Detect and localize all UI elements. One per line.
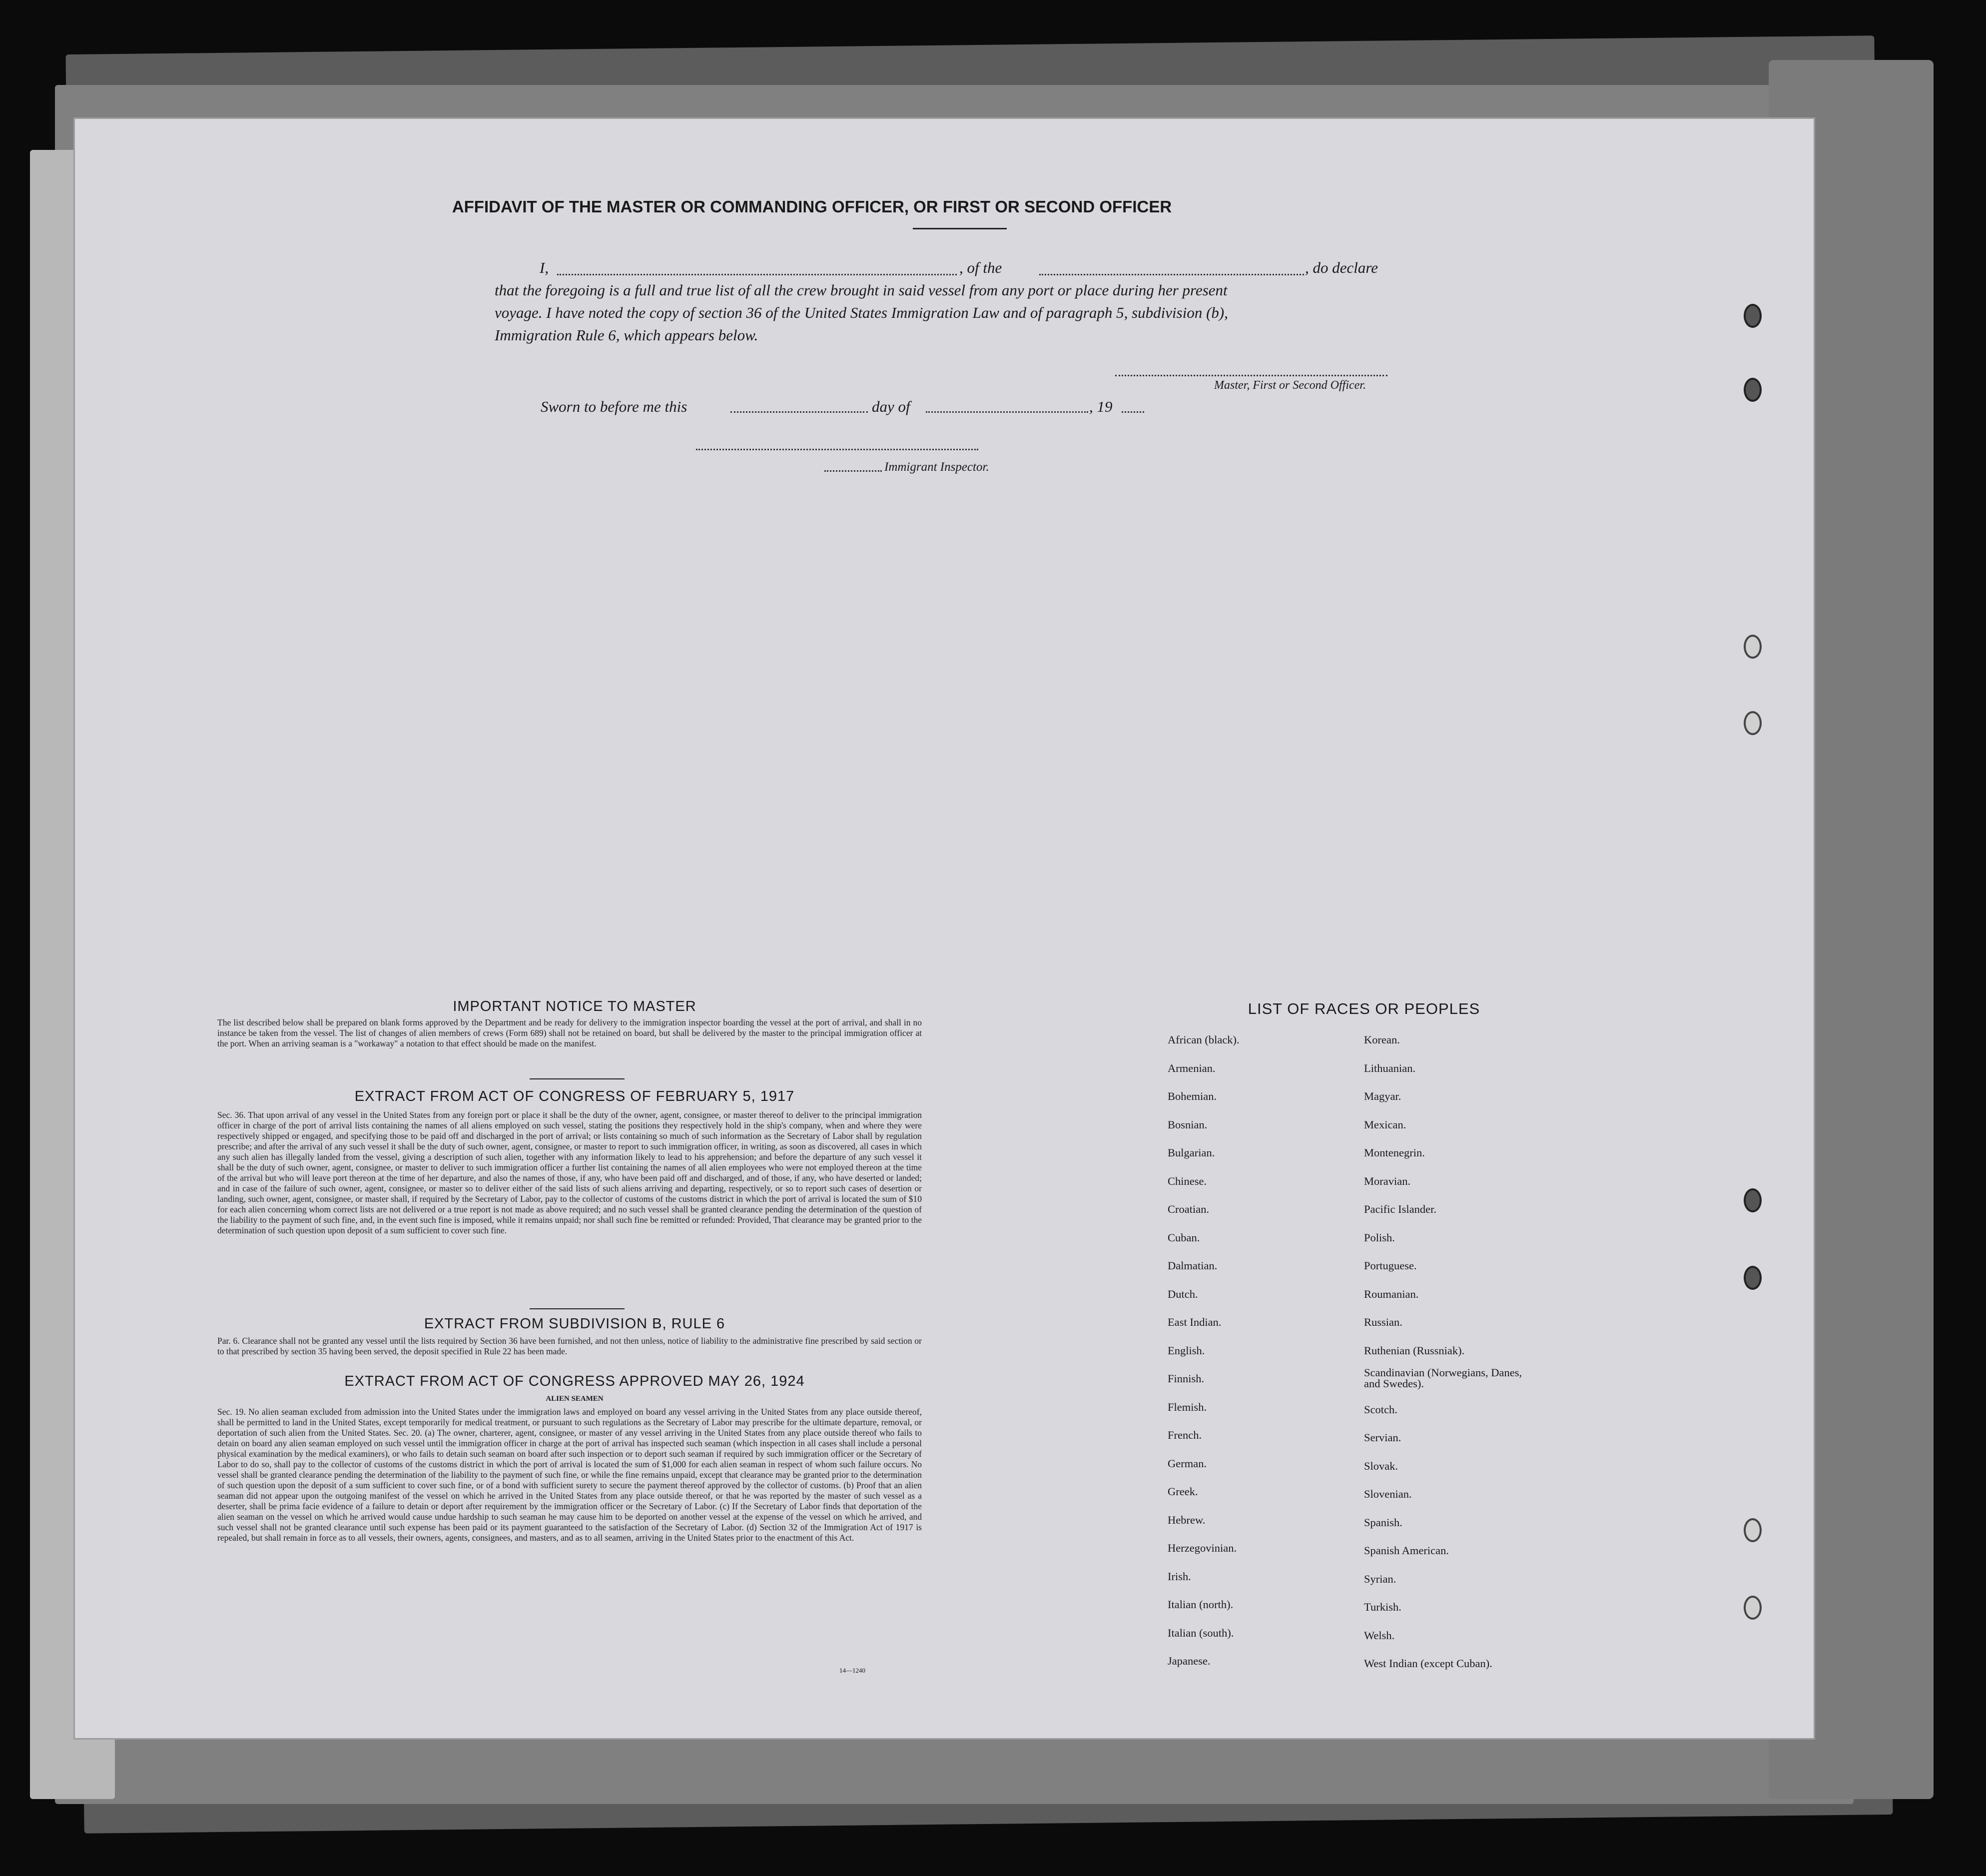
race-item: Irish. (1168, 1570, 1191, 1583)
extract-1924-subtitle: ALIEN SEAMEN (546, 1395, 604, 1403)
race-item: Croatian. (1168, 1203, 1210, 1215)
race-item: Korean. (1364, 1033, 1400, 1046)
races-left-column (1168, 1026, 1240, 1676)
extract-rule6-text: Par. 6. Clearance shall not be granted any vessel until the lists required by Section 36 have been furnished, and not then unless, notice of liability to the administrative fine prescribed by said section or to that prescribed by section 35 having been served, the deposit specified in Rule 22 has been made. (217, 1336, 922, 1356)
extract-1924-text: Sec. 19. No alien seaman excluded from admission into the United States under the immigration laws and employed on board any vessel arriving in the United States from any place outside thereof, shall be permitted to land in the United States, except temporarily for medical treatment, or pursuant to such regulations as the Secretary of Labor may prescribe for the ultimate departure, removal, or deportation of such alien from the United States. Sec. 20. (a) The owner, charterer, agent, consignee, or master of any vessel arriving in the United States from any place outside thereof who fails to detain on board any alien seaman employed on such vessel until the immigration officer in charge at the port of arrival has inspected such seaman (which inspection in all cases shall include a personal physical examination by the medical examiners), or who fails to detain such seaman on board after such inspection or to deport such seaman if required by such immigration officer or the Secretary of Labor to do so, shall pay to the collector of customs of the customs district in which the port of arrival is located the sum of $1,000 for each alien seaman in respect of whom such failure occurs. No vessel shall be granted clearance pending the determination of the liability to the payment of such fine, or while the fine remains unpaid, except that clearance may be granted prior to the determination of such question upon the deposit of a sum sufficient to cover such fine, or of a bond with sufficient surety to secure the payment thereof approved by the collector of customs. (b) Proof that an alien seaman did not appear upon the outgoing manifest of the vessel on which he arrived in the United States from any place outside thereof, or that he was reported by the master of such vessel as a deserter, shall be prima facie evidence of a failure to detain or deport after requirement by the immigration officer or the Secretary of Labor. (c) If the Secretary of Labor finds that deportation of the alien seaman on the vessel on which he arrived would cause undue hardship to such seaman he may cause him to be deported on another vessel at the expense of the vessel on which he arrived, and such vessel shall not be granted clearance until such expense has been paid or its payment guaranteed to the satisfaction of the Secretary of Labor. (d) Section 32 of the Immigration Act of 1917 is repealed, but shall remain in force as to all vessels, their owners, agents, consignees, and masters, and as to all seamen, arriving in the United States prior to the enactment of this Act. (217, 1407, 922, 1543)
race-item: Bosnian. (1168, 1118, 1208, 1131)
race-item: Turkish. (1364, 1601, 1401, 1613)
punch-hole (1744, 1596, 1762, 1620)
bleed-through-text (1549, 164, 1553, 181)
race-item: Lithuanian. (1364, 1061, 1416, 1074)
race-item: Polish. (1364, 1231, 1395, 1244)
race-item: Portuguese. (1364, 1259, 1417, 1272)
race-item: Slovenian. (1364, 1488, 1412, 1500)
race-item: Finnish. (1168, 1372, 1205, 1385)
extract-1917-title: EXTRACT FROM ACT OF CONGRESS OF FEBRUARY 5, 1917 (354, 1088, 795, 1104)
race-item: Flemish. (1168, 1400, 1207, 1413)
punch-hole (1744, 1188, 1762, 1212)
affidavit-line-3: voyage. I have noted the copy of section 36 of the United States Immigration Law and of paragraph 5, subdivision (b), (495, 304, 1228, 321)
sworn-prefix: Sworn to before me this (541, 398, 687, 415)
race-item: Japanese. (1168, 1655, 1211, 1667)
affidavit-of-the: , of the (959, 259, 1002, 276)
race-item: Armenian. (1168, 1061, 1216, 1074)
affidavit-title: AFFIDAVIT OF THE MASTER OR COMMANDING OFFICER, OR FIRST OR SECOND OFFICER (452, 197, 1172, 216)
race-item: Chinese. (1168, 1174, 1207, 1187)
sworn-year: , 19 (1089, 398, 1113, 415)
race-item: Mexican. (1364, 1118, 1406, 1131)
race-item: Welsh. (1364, 1629, 1395, 1642)
title-rule (913, 228, 1007, 229)
inspector-lead-line (824, 470, 882, 472)
race-item: Moravian. (1364, 1174, 1411, 1187)
race-item: Montenegrin. (1364, 1146, 1425, 1159)
race-item: Slovak. (1364, 1459, 1398, 1472)
sworn-month-blank (926, 411, 1088, 413)
form-number: 14—1240 (839, 1667, 865, 1674)
punch-hole (1744, 635, 1762, 659)
race-item: Servian. (1364, 1431, 1401, 1444)
race-item: Roumanian. (1364, 1287, 1419, 1300)
inspector-signature-line (696, 449, 978, 450)
punch-hole (1744, 1518, 1762, 1542)
punch-hole (1744, 304, 1762, 328)
sworn-day-blank (730, 411, 868, 413)
race-item: German. (1168, 1457, 1207, 1470)
punch-hole (1744, 378, 1762, 402)
affidavit-line-4: Immigration Rule 6, which appears below. (495, 326, 758, 344)
punch-hole (1744, 711, 1762, 735)
race-item: Bohemian. (1168, 1090, 1217, 1102)
affidavit-do-declare: , do declare (1305, 259, 1378, 276)
affidavit-I: I, (540, 259, 549, 276)
section-rule (530, 1308, 625, 1309)
race-item: Italian (south). (1168, 1626, 1234, 1639)
race-item: Russian. (1364, 1316, 1402, 1328)
race-item: Scotch. (1364, 1403, 1397, 1416)
extract-1917-text: Sec. 36. That upon arrival of any vessel in the United States from any foreign port or place it shall be the duty of the owner, agent, consignee, or master thereof to deliver to the principal immigration officer in charge of the port of arrival lists containing the names of all aliens employed on such vessel, stating the positions they respectively hold in the ship's company, when and where they were respectively shipped or engaged, and specifying those to be paid off and discharged in the port of arrival; or lists containing so much of such information as the Secretary of Labor shall by regulation prescribe; and after the arrival of any such vessel it shall be the duty of such owner, agent, consignee, or master to report to such immigration officer, in writing, as soon as discovered, all cases in which any such alien has illegally landed from the vessel, giving a description of such alien, together with any information likely to lead to his apprehension; and before the departure of any such vessel it shall be the duty of such owner, agent, consignee, or master to deliver to such immigration officer a further list containing the names of all alien employees who were not employed thereon at the time of the arrival but who will leave port thereon at the time of her departure, and also the names of those, if any, who have been paid off and discharged, and of those, if any, who have deserted or landed; and in case of the failure of such owner, agent, consignee, or master so to deliver either of the said lists of such aliens arriving and departing, respectively, or so to report such cases of desertion or landing, such owner, agent, consignee, or master shall, if required by the Secretary of Labor, pay to the collector of customs of the customs district in which the port of arrival is located the sum of $10 for each alien concerning whom correct lists are not delivered or a true report is not made as above required; and no such vessel shall be granted clearance pending the determination of the question of the liability to the payment of such fine, and, in the event such fine is imposed, while it remains unpaid; nor shall such fine be remitted or refunded: Provided, That clearance may be granted prior to the determination of such question upon deposit of a sum sufficient to cover such fine. (217, 1110, 922, 1235)
race-item: Dutch. (1168, 1287, 1198, 1300)
sworn-year-blank (1122, 411, 1144, 413)
race-item: East Indian. (1168, 1316, 1222, 1328)
notice-title: IMPORTANT NOTICE TO MASTER (453, 998, 696, 1014)
race-item: Scandinavian (Norwegians, Danes, and Swedes). (1364, 1366, 1522, 1390)
punch-hole (1744, 1266, 1762, 1290)
race-item: Dalmatian. (1168, 1259, 1218, 1272)
race-item: English. (1168, 1344, 1205, 1357)
notice-text: The list described below shall be prepared on blank forms approved by the Department and be ready for delivery to the immigration inspector boarding the vessel at the port of arrival, and shall in no instance be taken from the vessel. The list of changes of alien members of crews (Form 689) shall not be retained on board, but shall be delivered by the master to the principal immigration officer at the port. When an arriving seaman is a "workaway" a notation to that effect should be made on the manifest. (217, 1017, 922, 1048)
race-item: Cuban. (1168, 1231, 1200, 1244)
race-item: Magyar. (1364, 1090, 1401, 1102)
races-right-column (1364, 1026, 1534, 1678)
master-signature-line (1115, 375, 1387, 376)
races-title: LIST OF RACES OR PEOPLES (1248, 1000, 1480, 1017)
master-signature-caption: Master, First or Second Officer. (1214, 379, 1366, 392)
extract-rule6-title: EXTRACT FROM SUBDIVISION B, RULE 6 (424, 1316, 725, 1332)
race-item: Hebrew. (1168, 1513, 1206, 1526)
race-item: Spanish American. (1364, 1544, 1449, 1557)
inspector-caption: Immigrant Inspector. (884, 460, 989, 474)
race-item: West Indian (except Cuban). (1364, 1657, 1492, 1670)
extract-1924-title: EXTRACT FROM ACT OF CONGRESS APPROVED MAY 26, 1924 (344, 1373, 805, 1389)
name-blank (557, 274, 957, 275)
race-item: Italian (north). (1168, 1598, 1234, 1611)
race-item: French. (1168, 1429, 1202, 1441)
sworn-day-of: day of (872, 398, 910, 415)
race-item: Pacific Islander. (1364, 1203, 1436, 1215)
race-item: Greek. (1168, 1485, 1198, 1498)
race-item: Syrian. (1364, 1572, 1396, 1585)
race-item: Ruthenian (Russniak). (1364, 1344, 1465, 1357)
race-item: Bulgarian. (1168, 1146, 1215, 1159)
race-item: Herzegovinian. (1168, 1542, 1237, 1554)
race-item: Spanish. (1364, 1516, 1402, 1529)
section-rule (530, 1078, 625, 1079)
race-item: African (black). (1168, 1033, 1240, 1046)
vessel-blank (1039, 274, 1304, 275)
affidavit-line-2: that the foregoing is a full and true list of all the crew brought in said vessel from any port or place during her present (495, 281, 1228, 299)
affidavit-page (75, 119, 1814, 1738)
